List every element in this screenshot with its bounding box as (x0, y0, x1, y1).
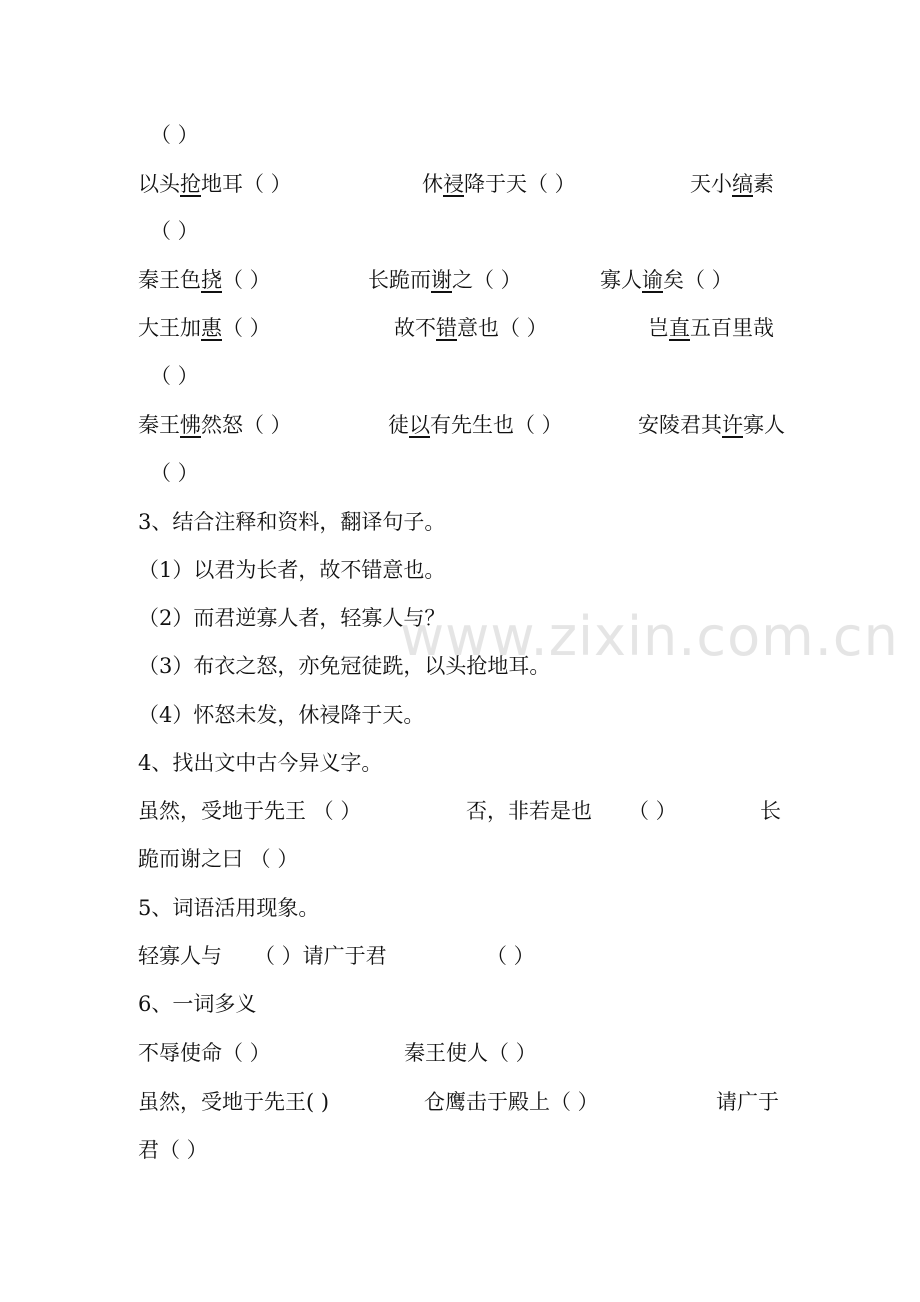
item-text: 秦王使人（ ） (404, 1041, 537, 1065)
answer-blank: （ ） (150, 364, 199, 388)
item-text: 素 (753, 172, 774, 196)
vocab-item-yi (388, 410, 563, 440)
item-text: 有先生也（ ） (430, 413, 563, 437)
item-text: 岂 (648, 316, 669, 340)
heading-text: 3、结合注释和资料，翻译句子。 (138, 510, 446, 534)
underlined-char: 直 (669, 316, 690, 340)
item-text: 降于天（ ） (464, 172, 576, 196)
vocab-item-zhi (648, 313, 774, 343)
item-text: 五百里哉 (690, 316, 774, 340)
heading-text: 5、词语活用现象。 (138, 896, 320, 920)
underlined-char: 以 (409, 413, 430, 437)
item-text: （3）布衣之怒，亦免冠徒跣，以头抢地耳。 (138, 654, 551, 678)
underlined-char: 祲 (443, 172, 464, 196)
answer-blank: （ ） (628, 799, 677, 823)
item-text: 虽然，受地于先王( ) (138, 1090, 330, 1114)
item-text: 意也（ ） (457, 316, 548, 340)
item-text: 跪而谢之曰 （ ） (138, 847, 299, 871)
item-text: 虽然，受地于先王 （ ） (138, 799, 362, 823)
watermark: www.zixin.com.cn (400, 605, 899, 668)
underlined-char: 惠 (201, 316, 222, 340)
item-text: 秦王色 (138, 268, 201, 292)
vocab-item-yu (600, 265, 733, 295)
heading-text: 4、找出文中古今异义字。 (138, 751, 383, 775)
item-text: 长 (760, 799, 781, 823)
underlined-char: 谢 (431, 268, 452, 292)
vocab-item-qiang (138, 169, 292, 199)
item-text: 地耳（ ） (201, 172, 292, 196)
underlined-char: 许 (722, 413, 743, 437)
item-text: 寡人 (743, 413, 785, 437)
vocab-item-hui (138, 313, 271, 343)
item-text: 请广于 (716, 1090, 779, 1114)
item-text: 长跪而 (368, 268, 431, 292)
item-text: 不辱使命（ ） (138, 1041, 271, 1065)
vocab-item-fu (138, 410, 292, 440)
item-text: 以头 (138, 172, 180, 196)
vocab-item-xu (638, 410, 785, 440)
item-text: 大王加 (138, 316, 201, 340)
item-text: 轻寡人与 (138, 944, 222, 968)
vocab-item-gao (690, 169, 774, 199)
item-text: （1）以君为长者，故不错意也。 (138, 558, 446, 582)
item-text: （ ） (222, 268, 271, 292)
answer-blank: （ ） (486, 944, 535, 968)
item-text: 否，非若是也 (466, 799, 592, 823)
underlined-char: 抢 (180, 172, 201, 196)
answer-blank: （ ） (150, 461, 199, 485)
item-text: 秦王 (138, 413, 180, 437)
item-text: 矣（ ） (663, 268, 733, 292)
item-text: （2）而君逆寡人者，轻寡人与？ (138, 606, 446, 630)
item-text: （ ） (222, 316, 271, 340)
vocab-item-cuo (394, 313, 548, 343)
item-text: 休 (422, 172, 443, 196)
underlined-char: 缟 (732, 172, 753, 196)
item-text: 之（ ） (452, 268, 522, 292)
item-text: 故不 (394, 316, 436, 340)
item-text: 寡人 (600, 268, 642, 292)
underlined-char: 错 (436, 316, 457, 340)
underlined-char: 怫 (180, 413, 201, 437)
item-text: （4）怀怒未发，休祲降于天。 (138, 703, 425, 727)
item-text: 君（ ） (138, 1138, 208, 1162)
item-text: 仓鹰击于殿上（ ） (424, 1090, 599, 1114)
item-text: 徒 (388, 413, 409, 437)
underlined-char: 谕 (642, 268, 663, 292)
item-text: 然怒（ ） (201, 413, 292, 437)
vocab-item-jin (422, 169, 576, 199)
item-text: （ ）请广于君 (254, 944, 387, 968)
answer-blank: （ ） (150, 123, 199, 147)
item-text: 天小 (690, 172, 732, 196)
vocab-item-xie (368, 265, 522, 295)
vocab-item-nao (138, 265, 271, 295)
underlined-char: 挠 (201, 268, 222, 292)
item-text: 安陵君其 (638, 413, 722, 437)
heading-text: 6、一词多义 (138, 992, 257, 1016)
answer-blank: （ ） (150, 219, 199, 243)
